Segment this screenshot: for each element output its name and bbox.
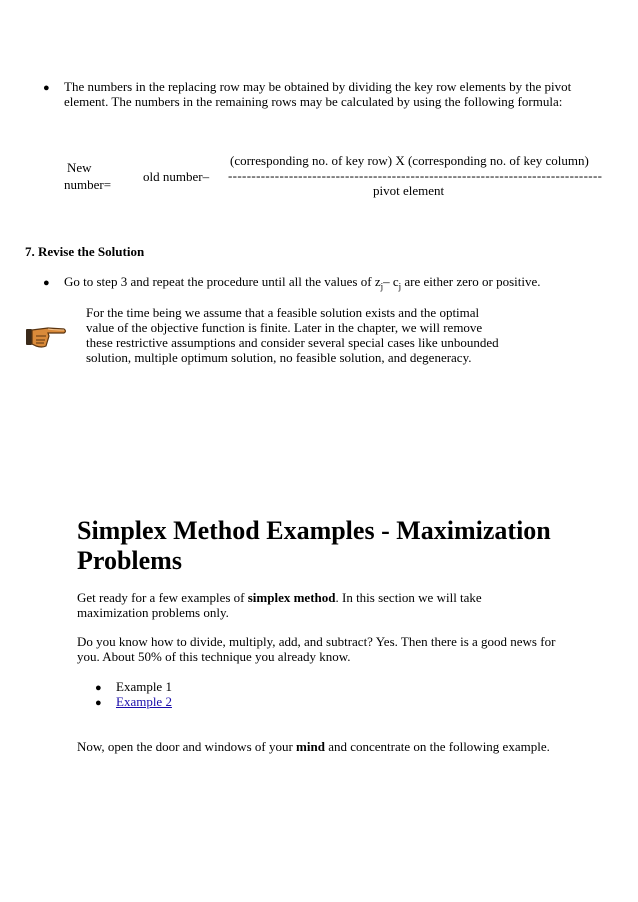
simplex-method-bold: simplex method	[247, 590, 336, 605]
pointing-hand-icon	[24, 320, 68, 350]
formula-new-label-2: number=	[64, 177, 112, 192]
formula-fraction-bar: --------------------------------------------------------------------------------	[228, 168, 603, 183]
step7-text-mid: – c	[383, 274, 399, 289]
formula-denominator: pivot element	[373, 183, 445, 198]
section-title	[77, 516, 597, 576]
note-text: For the time being we assume that a feasible solution exists and the optimal value of the objective function is finite. Later in the chapter, we will remove these restrictive assumptions and consider several special cases like unbounded solution, multiple optimum solution, no feasible solution, and degeneracy.	[86, 305, 499, 365]
section-paragraph-2: Do you know how to divide, multiply, add, and subtract? Yes. Then there is a good news for you. About 50% of this technique you already know.	[77, 634, 556, 664]
bullet-marker: ●	[95, 697, 102, 709]
step7-bullet-text	[64, 274, 604, 292]
step7-sub-j1: j	[380, 281, 384, 292]
section-paragraph-1: Get ready for a few examples of simplex method. In this section we will take maximization problems only.	[77, 590, 482, 620]
section-paragraph-3: Now, open the door and windows of your mind and concentrate on the following example.	[77, 739, 550, 754]
section-title-line1: Simplex Method Examples - Maximization	[77, 516, 551, 545]
example-2-link[interactable]: Example 2	[116, 694, 172, 709]
step7-heading: 7. Revise the Solution	[25, 244, 145, 259]
mind-bold: mind	[296, 739, 325, 754]
formula-numerator: (corresponding no. of key row) X (corresponding no. of key column)	[230, 153, 589, 168]
bullet-marker: ●	[95, 682, 102, 694]
example-1-item: Example 1	[116, 679, 172, 694]
formula-old-number: old number–	[143, 169, 210, 184]
formula-new-label-1: New	[67, 160, 92, 175]
step7-text-before: Go to step 3 and repeat the procedure until all the values of z	[64, 274, 381, 289]
bullet-marker: ●	[43, 82, 50, 94]
intro-bullet-text: The numbers in the replacing row may be obtained by dividing the key row elements by the pivot element. The numbers in the remaining rows may be calculated by using the following formula:	[64, 79, 572, 109]
section-title-line2: Problems	[77, 546, 182, 575]
step7-text-after: are either zero or positive.	[401, 274, 541, 289]
step7-sub-j2: j	[398, 281, 402, 292]
bullet-marker: ●	[43, 277, 50, 289]
